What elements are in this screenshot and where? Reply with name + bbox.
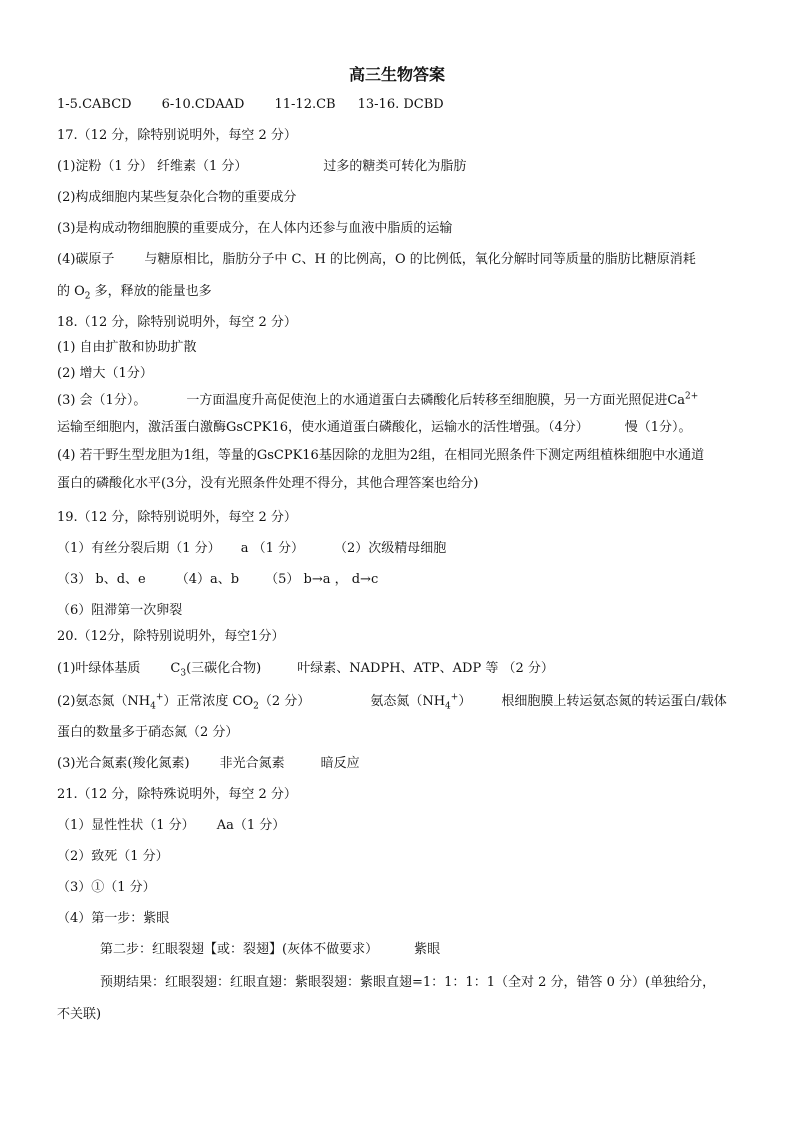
q21-answer-4-expected-cont: 不关联) [57,1007,102,1022]
q17-answer-4 [57,251,696,269]
q19-header: 19.（12 分，除特别说明外，每空 2 分） [57,510,297,525]
q21-answer-2: （2）致死（1 分） [57,849,169,864]
q20-answer-1: (1)叶绿体基质 $C_3$(三碳化合物) 叶绿素、NADPH、ATP、ADP 等 （2 分） [57,661,554,679]
q18-answer-4-cont: 蛋白的磷酸化水平(3分，没有光照条件处理不得分，其他合理答案也给分) [57,476,479,491]
q18-answer-3-cont: 运输至细胞内，激活蛋白激酶GsCPK16，使水通道蛋白磷酸化，运输水的活性增强。（4分） 慢（1分）。 [57,420,692,435]
q21-header: 21.（12 分，除特殊说明外，每空 2 分） [57,787,297,802]
q21-answer-4: （4）第一步：紫眼 [57,911,170,926]
q18-header: 18.（12 分，除特别说明外，每空 2 分） [57,315,297,330]
q20-answer-3: (3)光合氮素(羧化氮素) 非光合氮素 暗反应 [57,756,360,771]
q21-answer-3: （3）①（1 分） [57,880,156,895]
q18-answer-4: (4) 若干野生型龙胆为1组，等量的GsCPK16基因除的龙胆为2组，在相同光照条件下测定两组植株细胞中水通道 [57,448,705,463]
q17-answer-1 [57,158,466,176]
page-title: 高三生物答案 [348,65,445,84]
q17-answer-4-cont: 的 $O_2$ 多，释放的能量也多 [57,284,212,302]
q21-answer-4-expected: 预期结果：红眼裂翅：红眼直翅：紫眼裂翅：紫眼直翅=1：1：1：1（全对 2 分，错答 0 分）(单独给分， [100,975,716,990]
q20-header: 20.（12分，除特别说明外，每空1分） [57,629,285,644]
mc-answer-13-16: 13-16. DCBD [357,97,444,112]
mc-answers-line [57,96,444,114]
q19-answer-1: （1）有丝分裂后期（1 分） a （1 分） （2）次级精母细胞 [57,541,447,556]
q19-answer-6: （6）阻滞第一次卵裂 [57,603,183,618]
q17-answer-4a: (4)碳原子 [57,252,115,267]
q17-header: 17.（12 分，除特别说明外，每空 2 分） [57,128,297,143]
mc-answer-6-10: 6-10.CDAAD [161,97,245,112]
q17-answer-3: (3)是构成动物细胞膜的重要成分，在人体内还参与血液中脂质的运输 [57,221,453,236]
q17-answer-1a: (1)淀粉（1 分） 纤维素（1 分） [57,159,248,174]
q20-answer-2-cont: 蛋白的数量多于硝态氮（2 分） [57,725,239,740]
q19-answer-3-5: （3） b、d、e （4）a、b （5） b→a ， d→c [57,572,379,587]
mc-answer-11-12: 11-12.CB [274,97,336,112]
q18-answer-2: (2) 增大（1分） [57,366,153,381]
q18-answer-3: (3) 会（1分）。 一方面温度升高促使泡上的水通道蛋白去磷酸化后转移至细胞膜，另一方面光照促进$Ca^{2+}$ [57,391,699,408]
mc-answer-1-5: 1-5.CABCD [57,97,132,112]
q17-answer-1b: 过多的糖类可转化为脂肪 [323,159,467,174]
q18-answer-1: (1) 自由扩散和协助扩散 [57,340,197,355]
q17-answer-2: (2)构成细胞内某些复杂化合物的重要成分 [57,190,297,205]
q21-answer-1: （1）显性性状（1 分） Aa（1 分） [57,818,286,833]
q17-answer-4b: 与糖原相比，脂肪分子中 C、H 的比例高，O 的比例低，氧化分解时同等质量的脂肪比糖原消耗 [144,252,696,267]
q21-answer-4-step2: 第二步：红眼裂翅【或：裂翅】(灰体不做要求） 紫眼 [100,942,441,957]
q20-answer-2: (2)氨态氮$(NH_4^+)$正常浓度 $CO_2(2$ 分） 氨态氮$(NH_4^+)$ 根细胞膜上转运氨态氮的转运蛋白/载体 [57,692,727,712]
